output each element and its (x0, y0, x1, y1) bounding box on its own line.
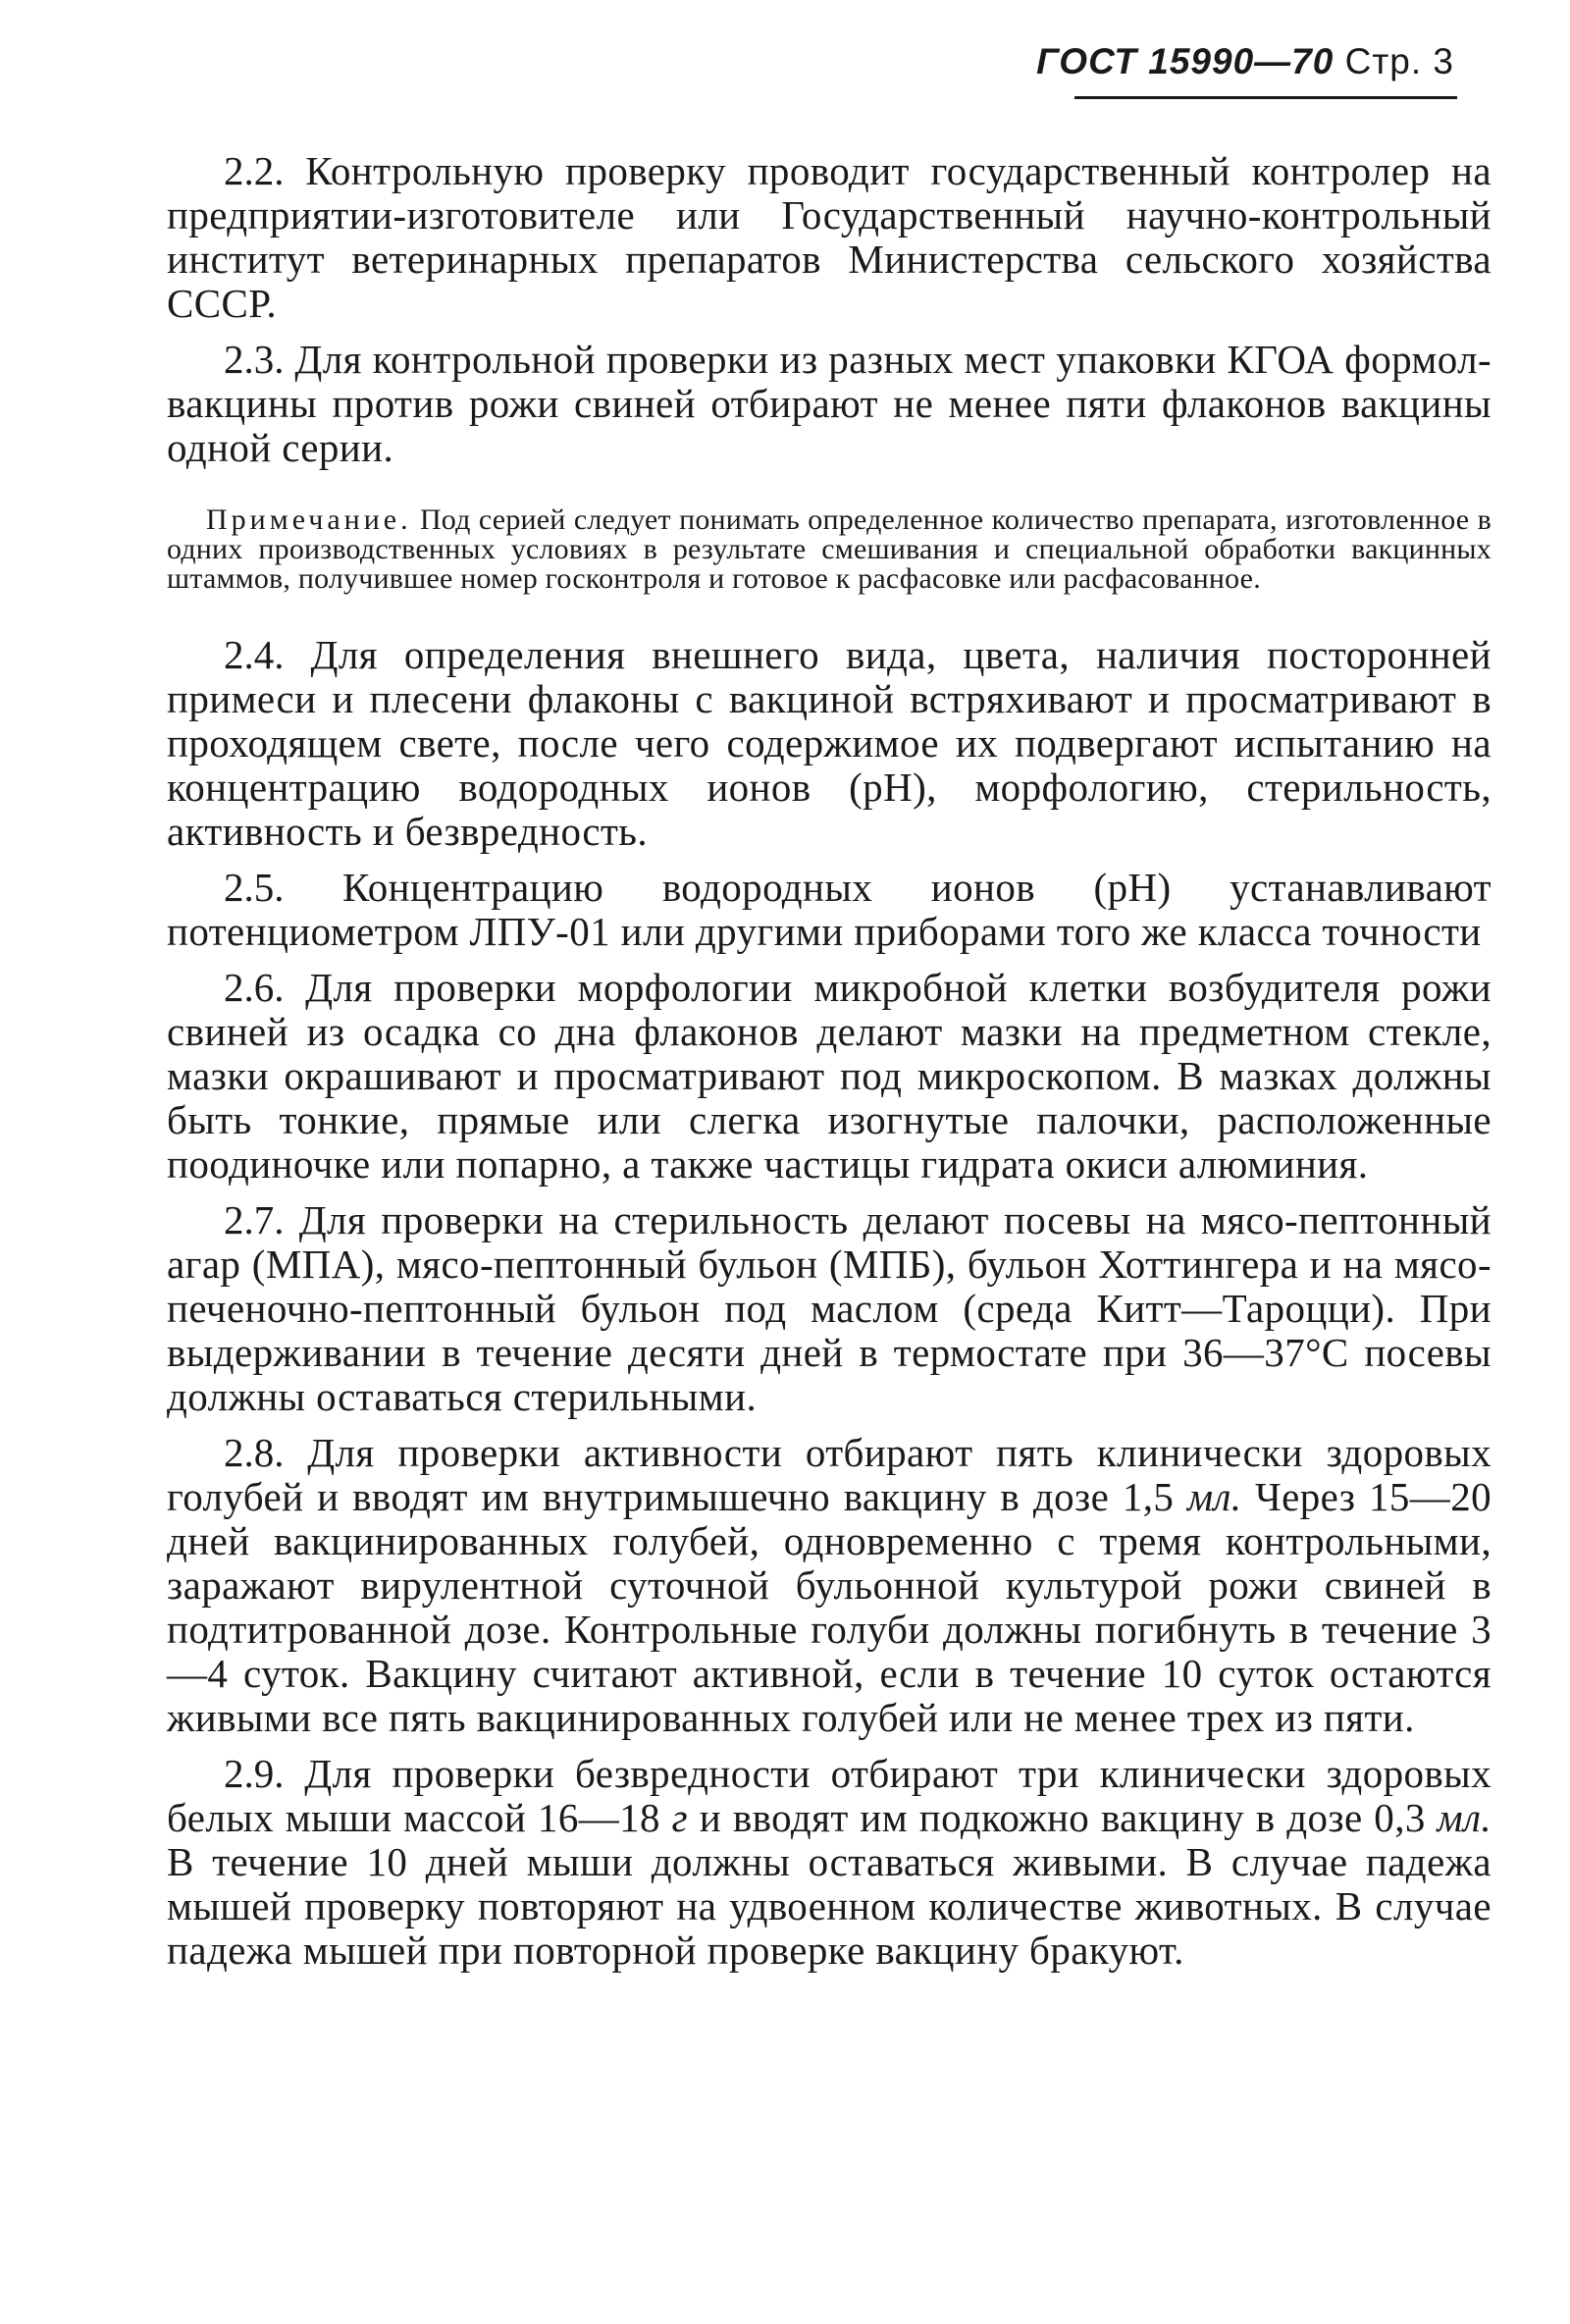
paragraph-text: Концентрацию водородных ионов (pH) устанавливают потенциометром ЛПУ-01 или другими приборами того же класса точности (167, 865, 1492, 954)
paragraph-text: Для определения внешнего вида, цвета, наличия посторонней примеси и плесени флаконы с вакциной встряхивают и просматривают в проходящем свете, после чего содержимое их подвергают испытанию на концентрацию водородных ионов (pH), морфологию, стерильность, активность и безвредность. (167, 632, 1492, 854)
paragraph-2-6 (167, 966, 1492, 1187)
header-rule (1074, 96, 1457, 99)
paragraph-text: Для проверки на стерильность делают посевы на мясо-пептонный агар (МПА), мясо-пептонный бульон (МПБ), бульон Хоттингера и на мясо-печеночно-пептонный бульон под маслом (среда Китт—Тароцци). При выдерживании в течение десяти дней в термостате при 36—37°С посевы должны оставаться стерильными. (167, 1197, 1492, 1419)
standard-number: ГОСТ 15990—70 (1036, 41, 1334, 81)
paragraph-text: Для проверки активности отбирают пять клинически здоровых голубей и вводят им внутримышечно вакцину в дозе 1,5 (167, 1430, 1492, 1519)
paragraph-text: и вводят им подкожно вакцину в дозе 0,3 (688, 1795, 1438, 1840)
paragraph-2-4 (167, 633, 1492, 854)
paragraph-number: 2.7. (224, 1197, 285, 1242)
page-header (1036, 41, 1454, 82)
paragraph-number: 2.6. (224, 965, 285, 1010)
note (167, 505, 1492, 594)
paragraph-2-5 (167, 866, 1492, 954)
paragraph-2-3 (167, 338, 1492, 470)
note-label: Примечание. (206, 503, 412, 536)
unit-ml: мл. (1186, 1474, 1242, 1519)
paragraph-text: В течение 10 дней мыши должны оставаться живыми. В случае падежа мышей проверку повторяют на удвоенном количестве животных. В случае падежа мышей при повторной проверке вакцину бракуют. (167, 1839, 1492, 1973)
paragraph-text: Через 15—20 дней вакцинированных голубей, одновременно с тремя контрольными, заражают вирулентной суточной бульонной культурой рожи свиней в подтитрованной дозе. Контрольные голуби должны погибнуть в течение 3—4 суток. Вакцину считают активной, если в течение 10 суток остаются живыми все пять вакцинированных голубей или не менее трех из пяти. (167, 1474, 1492, 1740)
paragraph-2-8 (167, 1431, 1492, 1740)
paragraph-number: 2.5. (224, 865, 285, 910)
note-text: Под серией следует понимать определенное количество препарата, изготовленное в одних производственных условиях в результате смешивания и специальной обработки вакцинных штаммов, получившее номер госконтроля и готовое к расфасовке или расфасованное. (167, 503, 1492, 595)
paragraph-2-2 (167, 149, 1492, 326)
page-number: Стр. 3 (1344, 41, 1454, 81)
paragraph-number: 2.9. (224, 1751, 285, 1796)
paragraph-text: Для контрольной проверки из разных мест упаковки КГОА формол-вакцины против рожи свиней отбирают не менее пяти флаконов вакцины одной серии. (167, 337, 1492, 470)
paragraph-number: 2.2. (224, 148, 285, 193)
paragraph-number: 2.8. (224, 1430, 285, 1475)
paragraph-text: Для проверки безвредности отбирают три клинически здоровых белых мыши массой 16—18 (167, 1751, 1492, 1840)
unit-g: г (671, 1795, 689, 1840)
paragraph-text: Для проверки морфологии микробной клетки возбудителя рожи свиней из осадка со дна флаконов делают мазки на предметном стекле, мазки окрашивают и просматривают под микроскопом. В мазках должны быть тонкие, прямые или слегка изогнутые палочки, расположенные поодиночке или попарно, а также частицы гидрата окиси алюминия. (167, 965, 1492, 1187)
unit-ml: мл. (1437, 1795, 1492, 1840)
paragraph-number: 2.3. (224, 337, 285, 382)
document-body (167, 149, 1492, 1984)
paragraph-2-9 (167, 1752, 1492, 1973)
paragraph-2-7 (167, 1198, 1492, 1419)
paragraph-text: Контрольную проверку проводит государственный контролер на предприятии-изготовителе или Государственный научно-контрольный институт ветеринарных препаратов Министерства сельского хозяйства СССР. (167, 148, 1492, 326)
paragraph-number: 2.4. (224, 632, 285, 677)
